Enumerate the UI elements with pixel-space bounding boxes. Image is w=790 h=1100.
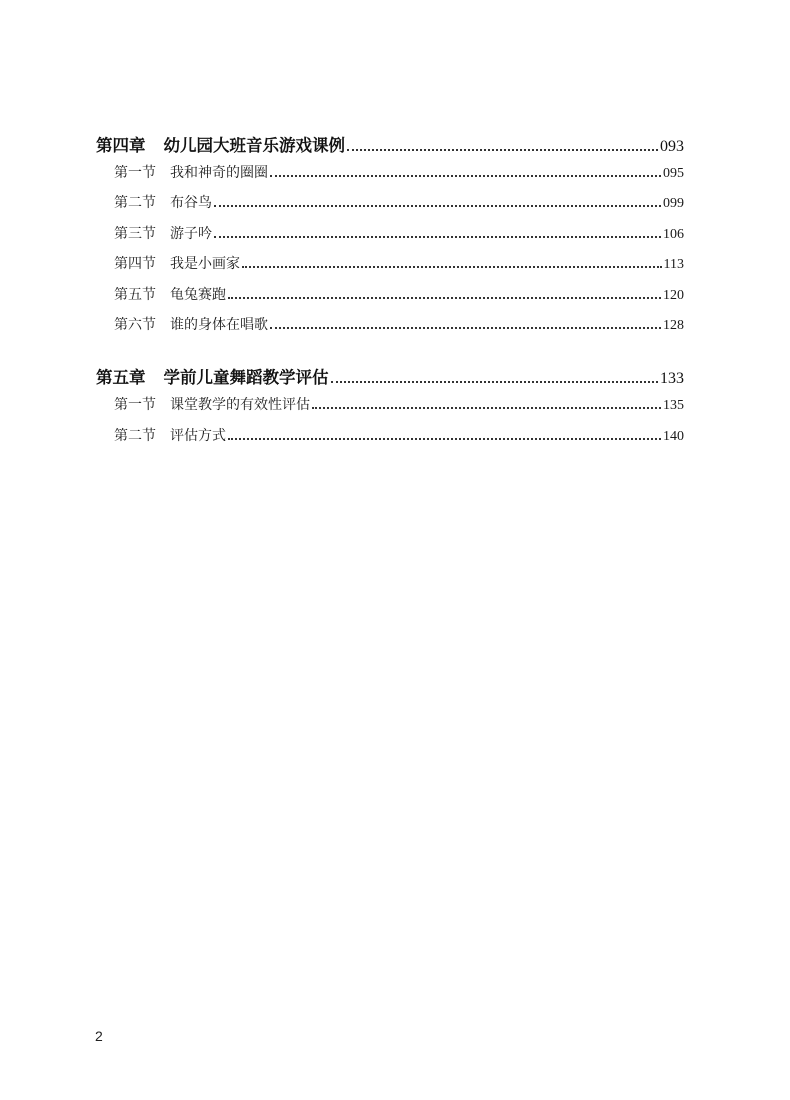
section-number: 第一节 [114, 165, 156, 181]
table-of-contents [96, 132, 684, 475]
chapter-title: 学前儿童舞蹈教学评估 [163, 368, 329, 388]
section-entry[interactable] [96, 223, 684, 253]
section-title: 课堂教学的有效性评估 [170, 397, 310, 414]
chapter-entry[interactable] [96, 132, 684, 162]
page-number: 106 [663, 226, 684, 242]
section-number: 第三节 [114, 225, 156, 242]
dot-leader [228, 438, 661, 440]
section-number: 第一节 [114, 397, 156, 414]
section-title: 游子吟 [170, 225, 212, 242]
page-number: 113 [663, 257, 684, 273]
chapter-5 [96, 364, 684, 455]
dot-leader [214, 236, 661, 238]
chapter-number: 第五章 [96, 368, 146, 388]
chapter-4 [96, 132, 684, 344]
section-entry[interactable] [96, 394, 684, 424]
section-entry[interactable] [96, 192, 684, 222]
section-title: 龟兔赛跑 [170, 286, 226, 303]
section-entry[interactable] [96, 162, 684, 192]
dot-leader [347, 149, 658, 151]
section-title: 布谷鸟 [170, 195, 212, 212]
dot-leader [242, 266, 662, 268]
section-entry[interactable] [96, 314, 684, 344]
page-folio: 2 [95, 1028, 103, 1044]
page-number: 120 [663, 287, 684, 303]
dot-leader [270, 175, 661, 177]
dot-leader [270, 327, 661, 329]
section-entry[interactable] [96, 425, 684, 455]
section-number: 第四节 [114, 256, 156, 273]
page-number: 128 [663, 317, 684, 333]
dot-leader [312, 407, 661, 409]
dot-leader [228, 297, 661, 299]
page-number: 133 [660, 370, 684, 388]
chapter-title: 幼儿园大班音乐游戏课例 [163, 136, 345, 155]
section-entry[interactable] [96, 284, 684, 314]
section-title: 谁的身体在唱歌 [170, 316, 268, 333]
section-entry[interactable] [96, 253, 684, 283]
section-number: 第六节 [114, 316, 156, 333]
dot-leader [331, 381, 659, 383]
section-number: 第二节 [114, 195, 156, 212]
chapter-number: 第四章 [96, 136, 146, 155]
chapter-entry[interactable] [96, 364, 684, 394]
section-number: 第五节 [114, 286, 156, 303]
page-number: 099 [663, 196, 684, 212]
page-number: 095 [663, 166, 684, 181]
page-number: 140 [663, 428, 684, 444]
section-title: 我是小画家 [170, 256, 240, 273]
page-number: 135 [663, 398, 684, 414]
dot-leader [214, 205, 661, 207]
section-title: 评估方式 [170, 427, 226, 444]
section-title: 我和神奇的圈圈 [170, 165, 268, 181]
page-number: 093 [660, 138, 684, 155]
section-number: 第二节 [114, 427, 156, 444]
